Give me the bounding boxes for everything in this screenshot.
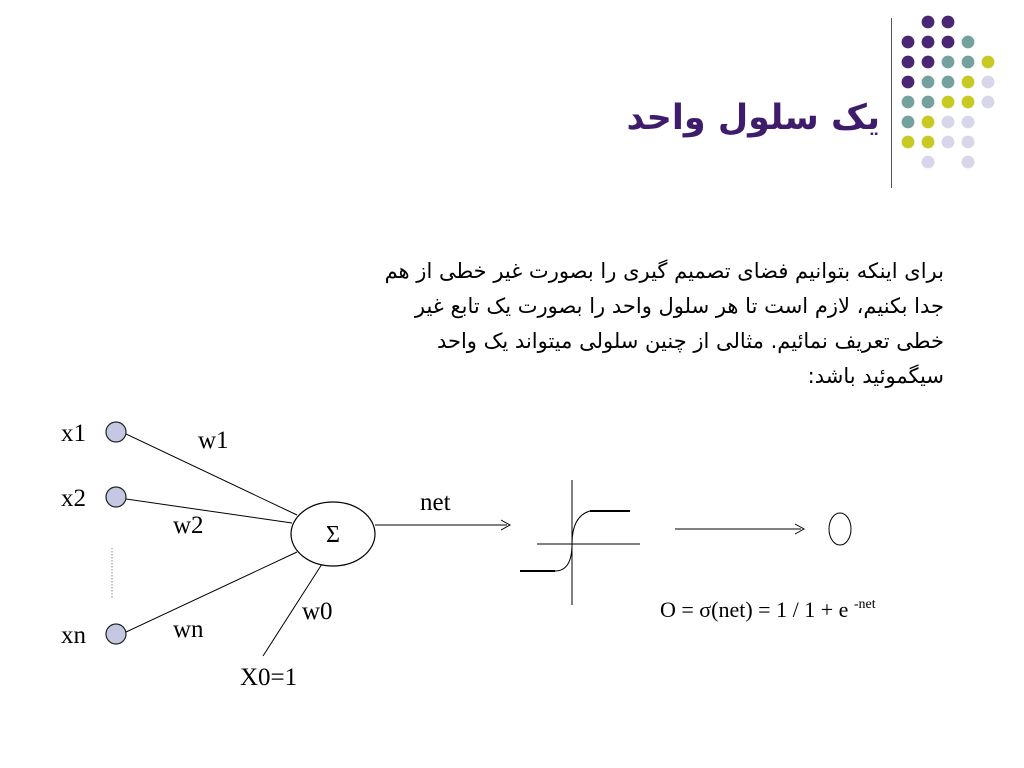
paragraph-line-4: سیگموئید باشد: <box>807 364 944 388</box>
input-label-xn: xn <box>61 622 86 649</box>
edge-x2-sum <box>126 499 292 523</box>
input-node-xn <box>106 624 126 644</box>
formula-exponent: -net <box>853 597 876 612</box>
input-label-x1: x1 <box>61 420 86 447</box>
weight-label-w2: w2 <box>173 512 204 539</box>
bias-label: X0=1 <box>240 664 298 691</box>
weight-label-wn: wn <box>173 616 204 643</box>
summation-symbol: Σ <box>326 522 340 548</box>
weight-label-w0: w0 <box>302 598 333 625</box>
input-node-x2 <box>106 487 126 507</box>
paragraph-line-2: جدا بکنیم، لازم است تا هر سلول واحد را بصورت یک تابع غیر <box>414 294 944 318</box>
formula-main: O = σ(net) = 1 / 1 + e <box>660 597 854 622</box>
edge-xn-sum <box>126 552 297 632</box>
sigmoid-formula <box>660 597 876 622</box>
net-label: net <box>420 489 451 516</box>
output-node <box>829 513 851 545</box>
input-node-x1 <box>106 422 126 442</box>
weight-label-w1: w1 <box>198 427 229 454</box>
input-label-x2: x2 <box>61 485 86 512</box>
slide-title: یک سلول واحد <box>626 98 880 138</box>
paragraph-line-3: خطی تعریف نمائیم. مثالی از چنین سلولی میتواند یک واحد <box>436 329 944 353</box>
paragraph-line-1: برای اینکه بتوانیم فضای تصمیم گیری را بصورت غیر خطی از هم <box>384 259 944 283</box>
